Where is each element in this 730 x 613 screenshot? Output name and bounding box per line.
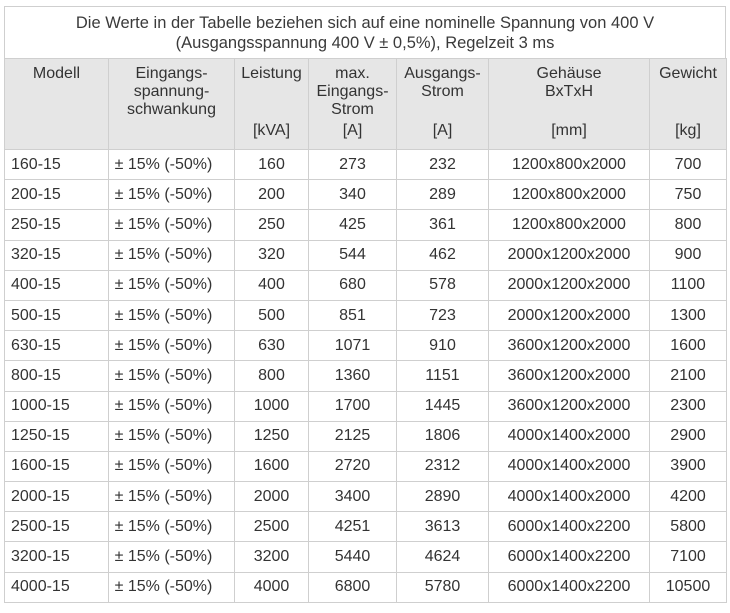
power-cell: 500 <box>235 300 309 330</box>
column-header-unit: [A] <box>342 122 363 139</box>
enclosure-cell: 1200x800x2000 <box>489 150 650 180</box>
power-cell: 400 <box>235 270 309 300</box>
column-header-label: Eingangs- spannung- schwankung <box>127 65 216 118</box>
fluctuation-cell: ± 15% (-50%) <box>109 512 235 542</box>
table-row <box>5 451 727 481</box>
column-header-label: Gewicht <box>659 65 717 82</box>
weight-cell: 4200 <box>650 482 727 512</box>
power-cell: 1250 <box>235 421 309 451</box>
column-header <box>309 59 397 150</box>
enclosure-cell: 3600x1200x2000 <box>489 361 650 391</box>
enclosure-cell: 1200x800x2000 <box>489 180 650 210</box>
fluctuation-cell: ± 15% (-50%) <box>109 150 235 180</box>
column-header <box>109 59 235 150</box>
output-current-cell: 910 <box>397 331 489 361</box>
table-row <box>5 240 727 270</box>
table-row <box>5 270 727 300</box>
power-cell: 800 <box>235 361 309 391</box>
power-cell: 200 <box>235 180 309 210</box>
input-current-cell: 1360 <box>309 361 397 391</box>
model-cell: 500-15 <box>5 300 109 330</box>
enclosure-cell: 3600x1200x2000 <box>489 331 650 361</box>
table-row <box>5 482 727 512</box>
enclosure-cell: 6000x1400x2200 <box>489 572 650 602</box>
header-row <box>5 59 727 150</box>
enclosure-cell: 2000x1200x2000 <box>489 270 650 300</box>
output-current-cell: 3613 <box>397 512 489 542</box>
model-cell: 400-15 <box>5 270 109 300</box>
weight-cell: 1600 <box>650 331 727 361</box>
model-cell: 1600-15 <box>5 451 109 481</box>
model-cell: 250-15 <box>5 210 109 240</box>
power-cell: 250 <box>235 210 309 240</box>
output-current-cell: 232 <box>397 150 489 180</box>
column-header <box>397 59 489 150</box>
weight-cell: 2900 <box>650 421 727 451</box>
enclosure-cell: 6000x1400x2200 <box>489 542 650 572</box>
input-current-cell: 2720 <box>309 451 397 481</box>
enclosure-cell: 4000x1400x2000 <box>489 421 650 451</box>
fluctuation-cell: ± 15% (-50%) <box>109 331 235 361</box>
enclosure-cell: 6000x1400x2200 <box>489 512 650 542</box>
column-header <box>235 59 309 150</box>
weight-cell: 10500 <box>650 572 727 602</box>
power-cell: 3200 <box>235 542 309 572</box>
weight-cell: 750 <box>650 180 727 210</box>
fluctuation-cell: ± 15% (-50%) <box>109 482 235 512</box>
output-current-cell: 361 <box>397 210 489 240</box>
output-current-cell: 1151 <box>397 361 489 391</box>
output-current-cell: 4624 <box>397 542 489 572</box>
input-current-cell: 425 <box>309 210 397 240</box>
model-cell: 160-15 <box>5 150 109 180</box>
table-row <box>5 542 727 572</box>
fluctuation-cell: ± 15% (-50%) <box>109 210 235 240</box>
caption-line-2: (Ausgangsspannung 400 V ± 0,5%), Regelzeit 3 ms <box>175 34 555 52</box>
weight-cell: 3900 <box>650 451 727 481</box>
input-current-cell: 680 <box>309 270 397 300</box>
weight-cell: 2100 <box>650 361 727 391</box>
model-cell: 4000-15 <box>5 572 109 602</box>
table-row <box>5 210 727 240</box>
input-current-cell: 2125 <box>309 421 397 451</box>
input-current-cell: 1700 <box>309 391 397 421</box>
power-cell: 2500 <box>235 512 309 542</box>
input-current-cell: 273 <box>309 150 397 180</box>
column-header <box>5 59 109 150</box>
output-current-cell: 1445 <box>397 391 489 421</box>
model-cell: 200-15 <box>5 180 109 210</box>
model-cell: 800-15 <box>5 361 109 391</box>
model-cell: 1250-15 <box>5 421 109 451</box>
output-current-cell: 578 <box>397 270 489 300</box>
column-header-unit: [kg] <box>675 122 701 139</box>
table-row <box>5 361 727 391</box>
column-header-unit: [kVA] <box>252 122 291 139</box>
column-header-label: Gehäuse BxTxH <box>536 65 602 100</box>
fluctuation-cell: ± 15% (-50%) <box>109 421 235 451</box>
power-cell: 630 <box>235 331 309 361</box>
output-current-cell: 5780 <box>397 572 489 602</box>
output-current-cell: 2890 <box>397 482 489 512</box>
column-header-label: Ausgangs- Strom <box>404 65 481 100</box>
output-current-cell: 462 <box>397 240 489 270</box>
input-current-cell: 6800 <box>309 572 397 602</box>
power-cell: 1000 <box>235 391 309 421</box>
fluctuation-cell: ± 15% (-50%) <box>109 451 235 481</box>
weight-cell: 7100 <box>650 542 727 572</box>
model-cell: 320-15 <box>5 240 109 270</box>
input-current-cell: 4251 <box>309 512 397 542</box>
table-row <box>5 150 727 180</box>
weight-cell: 900 <box>650 240 727 270</box>
table-body <box>5 150 727 603</box>
column-header-label: Leistung <box>241 65 302 82</box>
model-cell: 630-15 <box>5 331 109 361</box>
weight-cell: 2300 <box>650 391 727 421</box>
model-cell: 3200-15 <box>5 542 109 572</box>
input-current-cell: 851 <box>309 300 397 330</box>
model-cell: 1000-15 <box>5 391 109 421</box>
enclosure-cell: 2000x1200x2000 <box>489 240 650 270</box>
enclosure-cell: 2000x1200x2000 <box>489 300 650 330</box>
enclosure-cell: 1200x800x2000 <box>489 210 650 240</box>
fluctuation-cell: ± 15% (-50%) <box>109 300 235 330</box>
table-row <box>5 180 727 210</box>
column-header <box>489 59 650 150</box>
spec-table-frame <box>4 6 726 603</box>
table-row <box>5 572 727 602</box>
output-current-cell: 723 <box>397 300 489 330</box>
power-cell: 160 <box>235 150 309 180</box>
column-header-unit: [mm] <box>551 122 587 139</box>
weight-cell: 800 <box>650 210 727 240</box>
weight-cell: 700 <box>650 150 727 180</box>
power-cell: 2000 <box>235 482 309 512</box>
table-row <box>5 331 727 361</box>
fluctuation-cell: ± 15% (-50%) <box>109 361 235 391</box>
table-row <box>5 512 727 542</box>
fluctuation-cell: ± 15% (-50%) <box>109 572 235 602</box>
input-current-cell: 3400 <box>309 482 397 512</box>
input-current-cell: 1071 <box>309 331 397 361</box>
caption-line-1: Die Werte in der Tabelle beziehen sich auf eine nominelle Spannung von 400 V <box>75 14 655 32</box>
enclosure-cell: 3600x1200x2000 <box>489 391 650 421</box>
power-cell: 320 <box>235 240 309 270</box>
model-cell: 2500-15 <box>5 512 109 542</box>
table-row <box>5 300 727 330</box>
output-current-cell: 1806 <box>397 421 489 451</box>
input-current-cell: 5440 <box>309 542 397 572</box>
table-row <box>5 421 727 451</box>
output-current-cell: 2312 <box>397 451 489 481</box>
spec-table <box>4 58 727 603</box>
power-cell: 1600 <box>235 451 309 481</box>
input-current-cell: 544 <box>309 240 397 270</box>
fluctuation-cell: ± 15% (-50%) <box>109 180 235 210</box>
weight-cell: 1100 <box>650 270 727 300</box>
column-header-label: max. Eingangs- Strom <box>316 65 389 118</box>
table-header <box>5 59 727 150</box>
output-current-cell: 289 <box>397 180 489 210</box>
model-cell: 2000-15 <box>5 482 109 512</box>
column-header <box>650 59 727 150</box>
table-row <box>5 391 727 421</box>
weight-cell: 5800 <box>650 512 727 542</box>
input-current-cell: 340 <box>309 180 397 210</box>
fluctuation-cell: ± 15% (-50%) <box>109 270 235 300</box>
enclosure-cell: 4000x1400x2000 <box>489 482 650 512</box>
fluctuation-cell: ± 15% (-50%) <box>109 391 235 421</box>
fluctuation-cell: ± 15% (-50%) <box>109 240 235 270</box>
table-caption <box>4 6 726 58</box>
column-header-label: Modell <box>32 65 81 82</box>
power-cell: 4000 <box>235 572 309 602</box>
enclosure-cell: 4000x1400x2000 <box>489 451 650 481</box>
fluctuation-cell: ± 15% (-50%) <box>109 542 235 572</box>
column-header-unit: [A] <box>432 122 453 139</box>
weight-cell: 1300 <box>650 300 727 330</box>
